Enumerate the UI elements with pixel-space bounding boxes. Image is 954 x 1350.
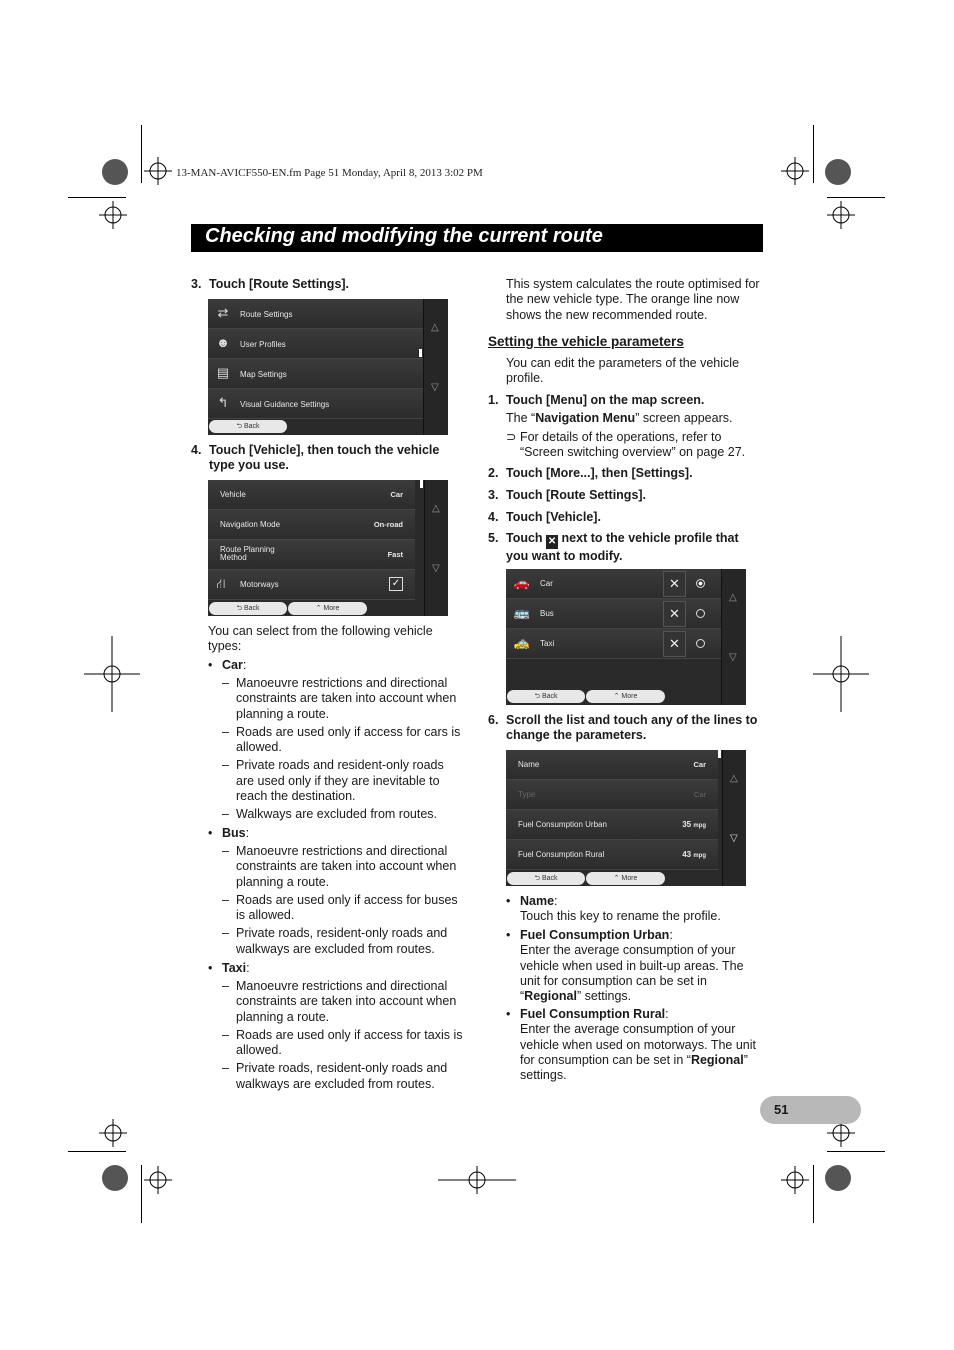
car-details <box>222 676 472 823</box>
list-item: – Roads are used only if access for cars is allowed. <box>222 724 461 755</box>
scroll-down-icon[interactable]: ▽ <box>431 382 439 393</box>
bus-icon: 🚌 <box>513 605 531 620</box>
list-item: – Roads are used only if access for buses is allowed. <box>222 892 458 923</box>
menu-row-route-settings[interactable]: ⇄ Route Settings <box>208 299 423 329</box>
menu-row-map-settings[interactable]: ▤ Map Settings <box>208 359 423 389</box>
profile-radio-selected[interactable] <box>696 579 705 588</box>
list-item: – Walkways are excluded from routes. <box>222 807 438 822</box>
profile-radio[interactable] <box>696 609 705 618</box>
vehicle-row[interactable]: Vehicle Car <box>208 480 415 510</box>
file-header: 13-MAN-AVICF550-EN.fm Page 51 Monday, April 8, 2013 3:02 PM <box>176 167 483 179</box>
edit-profile-button[interactable]: ✕ <box>663 571 686 597</box>
scroll-bar[interactable] <box>423 299 448 435</box>
back-icon: ⮌ <box>236 605 244 612</box>
param-row-fuel-urban[interactable]: Fuel Consumption Urban 35 mpg <box>506 810 718 840</box>
calc-paragraph: This system calculates the route optimised for the new vehicle type. The orange line now shows the new recommended route. <box>506 277 760 322</box>
param-row-type: Type Car <box>506 780 718 810</box>
scroll-up-icon[interactable]: △ <box>431 322 439 333</box>
scroll-up-icon[interactable]: △ <box>432 503 440 514</box>
profile-params-screenshot <box>506 750 746 886</box>
param-row-fuel-rural[interactable]: Fuel Consumption Rural 43 mpg <box>506 840 718 870</box>
scroll-bar[interactable] <box>424 480 448 616</box>
more-button[interactable]: ⌃ More <box>586 872 665 885</box>
page-number: 51 <box>774 1102 789 1117</box>
section-heading: Setting the vehicle parameters <box>488 334 684 349</box>
motorways-checkbox[interactable]: ✓ <box>389 577 403 591</box>
route-planning-row[interactable]: Route Planning Method Fast <box>208 540 415 570</box>
list-item: – Manoeuvre restrictions and directional constraints are taken into account when planning a route. <box>222 844 457 889</box>
menu-row-user-profiles[interactable]: ☻ User Profiles <box>208 329 423 359</box>
scroll-down-icon[interactable]: ▽ <box>730 833 738 844</box>
profile-row-taxi[interactable]: 🚕 Taxi ✕ <box>506 629 721 659</box>
route-icon: ⇄ <box>217 305 229 320</box>
list-item: – Private roads, resident-only roads and walkways are excluded from routes. <box>222 926 448 956</box>
menu-row-visual-guidance[interactable]: ↰ Visual Guidance Settings <box>208 389 423 419</box>
back-icon: ⮌ <box>236 423 244 430</box>
user-icon: ☻ <box>216 335 230 350</box>
list-item: – Private roads, resident-only roads and walkways are excluded from routes. <box>222 1061 448 1091</box>
route-options-screenshot <box>208 480 448 616</box>
taxi-details <box>222 979 472 1092</box>
list-item: – Manoeuvre restrictions and directional constraints are taken into account when planning a route. <box>222 979 457 1024</box>
more-icon: ⌃ <box>613 693 622 700</box>
scroll-up-icon[interactable]: △ <box>729 592 737 603</box>
route-settings-screenshot <box>208 299 448 435</box>
back-button[interactable]: ⮌ Back <box>507 690 585 703</box>
profile-radio[interactable] <box>696 639 705 648</box>
fuel-urban-bullet: • Fuel Consumption Urban: Enter the average consumption of your vehicle when used in built-up areas. The unit for consumption can be set in “Regional” settings. <box>506 928 744 1004</box>
param-row-name[interactable]: Name Car <box>506 750 718 780</box>
guidance-icon: ↰ <box>217 395 229 410</box>
scroll-down-icon[interactable]: ▽ <box>729 652 737 663</box>
profile-row-car[interactable]: 🚗 Car ✕ <box>506 569 721 599</box>
back-button[interactable]: ⮌ Back <box>507 872 585 885</box>
navigation-mode-row[interactable]: Navigation Mode On-road <box>208 510 415 540</box>
scroll-bar[interactable] <box>721 569 746 705</box>
scroll-down-icon[interactable]: ▽ <box>432 563 440 574</box>
list-item: – Manoeuvre restrictions and directional constraints are taken into account when planning a route. <box>222 676 457 721</box>
bus-bullet: • Bus: <box>208 826 250 840</box>
section-title-bar <box>191 224 763 252</box>
scroll-up-icon[interactable]: △ <box>730 773 738 784</box>
more-button[interactable]: ⌃ More <box>288 602 367 615</box>
car-icon: 🚗 <box>513 575 531 590</box>
back-icon: ⮌ <box>534 693 542 700</box>
list-item: – Roads are used only if access for taxis is allowed. <box>222 1027 463 1058</box>
fuel-rural-bullet: • Fuel Consumption Rural: Enter the average consumption of your vehicle when used on motorways. The unit for consumption can be set in “Regional” settings. <box>506 1007 757 1083</box>
back-icon: ⮌ <box>534 875 542 882</box>
page-number-tab <box>760 1096 861 1124</box>
step-1-reference: ⊃ For details of the operations, refer to “Screen switching overview” on page 27. <box>506 430 746 460</box>
list-item: – Private roads and resident-only roads are used only if they are inevitable to reach the destination. <box>222 758 444 804</box>
profile-row-bus[interactable]: 🚌 Bus ✕ <box>506 599 721 629</box>
taxi-bullet: • Taxi: <box>208 961 250 975</box>
page-title: Checking and modifying the current route <box>205 225 603 247</box>
more-icon: ⌃ <box>315 605 324 612</box>
motorway-icon: ⛙ <box>216 576 226 591</box>
motorways-row[interactable]: ⛙ Motorways ✓ <box>208 570 415 600</box>
map-icon: ▤ <box>216 365 230 380</box>
bus-details <box>222 844 472 957</box>
section-intro: You can edit the parameters of the vehicle profile. <box>506 356 740 386</box>
tools-icon: ✕ <box>547 536 557 547</box>
edit-profile-button[interactable]: ✕ <box>663 631 686 657</box>
back-button[interactable]: ⮌ Back <box>209 602 287 615</box>
back-button[interactable]: ⮌ Back <box>209 420 287 433</box>
edit-profile-button[interactable]: ✕ <box>663 601 686 627</box>
step-1-note: The “Navigation Menu” screen appears. <box>506 411 733 425</box>
vehicle-types-intro: You can select from the following vehicle types: <box>208 624 433 654</box>
taxi-icon: 🚕 <box>513 635 531 650</box>
scroll-bar[interactable] <box>722 750 746 886</box>
more-icon: ⌃ <box>613 875 622 882</box>
more-button[interactable]: ⌃ More <box>586 690 665 703</box>
car-bullet: • Car: <box>208 658 247 672</box>
vehicle-profiles-screenshot <box>506 569 746 705</box>
name-bullet: • Name: Touch this key to rename the profile. <box>506 894 721 924</box>
